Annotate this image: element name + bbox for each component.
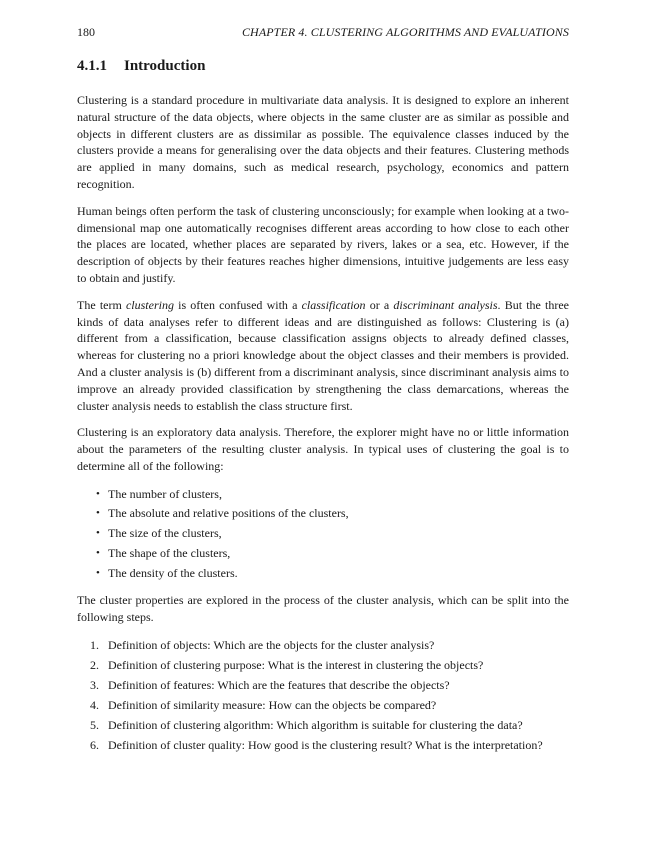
paragraph-3-text-a: The term <box>77 297 126 312</box>
step-number: 5. <box>90 717 99 732</box>
list-item <box>77 718 569 733</box>
paragraph-1: Clustering is a standard procedure in multivariate data analysis. It is designed to explore an inherent natural structure of the data objects, where objects in the same cluster are as similar as possible and objects in different clusters are as dissimilar as possible. The equivalence classes induced by the clusters provide a means for generalising over the data objects and their features. Clustering methods are applied in many domains, such as medical research, psychology, economics and pattern recognition. <box>77 93 569 191</box>
cluster-properties-list <box>77 487 569 581</box>
running-title: CHAPTER 4. CLUSTERING ALGORITHMS AND EVALUATIONS <box>241 25 569 39</box>
cluster-analysis-steps <box>77 638 569 753</box>
body-text <box>77 92 569 758</box>
step-number: 2. <box>90 657 99 672</box>
step-text: Definition of clustering purpose: What is the interest in clustering the objects? <box>108 657 484 672</box>
step-text: Definition of similarity measure: How can the objects be compared? <box>108 697 437 712</box>
list-item: • The shape of the clusters, <box>96 545 231 560</box>
section-heading <box>77 57 205 75</box>
bullet-icon: • <box>96 546 100 559</box>
paragraph-3-text-b: is often confused with a <box>173 297 302 312</box>
paragraph-4: Clustering is an exploratory data analysis. Therefore, the explorer might have no or little information about the parameters of the resulting cluster analysis. In typical uses of clustering the goal is to determine all of the following: <box>77 425 569 473</box>
list-item: • The size of the clusters, <box>96 526 222 541</box>
term-classification: classification <box>301 297 366 312</box>
step-number: 3. <box>90 677 99 692</box>
list-item <box>77 698 569 713</box>
list-item: • The number of clusters, <box>96 486 222 501</box>
term-discriminant-analysis: discriminant analysis <box>393 297 498 312</box>
step-number: 1. <box>90 637 99 652</box>
list-item: • The absolute and relative positions of the clusters, <box>96 506 349 521</box>
paragraph-5: The cluster properties are explored in the process of the cluster analysis, which can be split into the following steps. <box>77 593 569 625</box>
running-header <box>77 25 569 40</box>
step-text: Definition of features: Which are the features that describe the objects? <box>108 677 450 692</box>
term-clustering: clustering <box>125 297 174 312</box>
bullet-icon: • <box>96 507 100 520</box>
bullet-icon: • <box>96 566 100 579</box>
list-item <box>77 638 569 653</box>
list-item <box>77 678 569 693</box>
bullet-icon: • <box>96 527 100 540</box>
page-number: 180 <box>77 25 95 39</box>
section-title: Introduction <box>124 58 206 74</box>
paragraph-3 <box>77 297 569 415</box>
list-item <box>77 658 569 673</box>
bullet-icon: • <box>96 487 100 500</box>
section-number: 4.1.1 <box>77 58 107 74</box>
step-text: Definition of cluster quality: How good is the clustering result? What is the interpretation? <box>108 737 543 752</box>
list-item: • The density of the clusters. <box>96 565 238 580</box>
paragraph-2: Human beings often perform the task of clustering unconsciously; for example when looking at a two-dimensional map one automatically recognises different areas according to how close to each other the places are located, whether places are separated by rivers, lakes or a sea, etc. However, if the description of objects by their features reaches higher dimensions, intuitive judgements are less easy to obtain and justify. <box>77 203 569 285</box>
paragraph-3-text-d: . But the three kinds of data analyses refer to different ideas and are distinguished as follows: Clustering is (a) different from a classification, because classification assigns objects to already defined classes, whereas for clustering no a priori knowledge about the object classes and their members is provided. And a cluster analysis is (b) different from a discriminant analysis, since discriminant analysis aims to improve an already provided classification by strengthening the class demarcations, whereas the cluster analysis needs to establish the class structure first. <box>77 297 570 413</box>
step-number: 6. <box>90 737 99 752</box>
step-text: Definition of objects: Which are the objects for the cluster analysis? <box>108 637 435 652</box>
paragraph-3-text-c: or a <box>365 297 394 312</box>
step-text: Definition of clustering algorithm: Which algorithm is suitable for clustering the data? <box>108 717 523 732</box>
list-item <box>77 738 569 753</box>
step-number: 4. <box>90 697 99 712</box>
